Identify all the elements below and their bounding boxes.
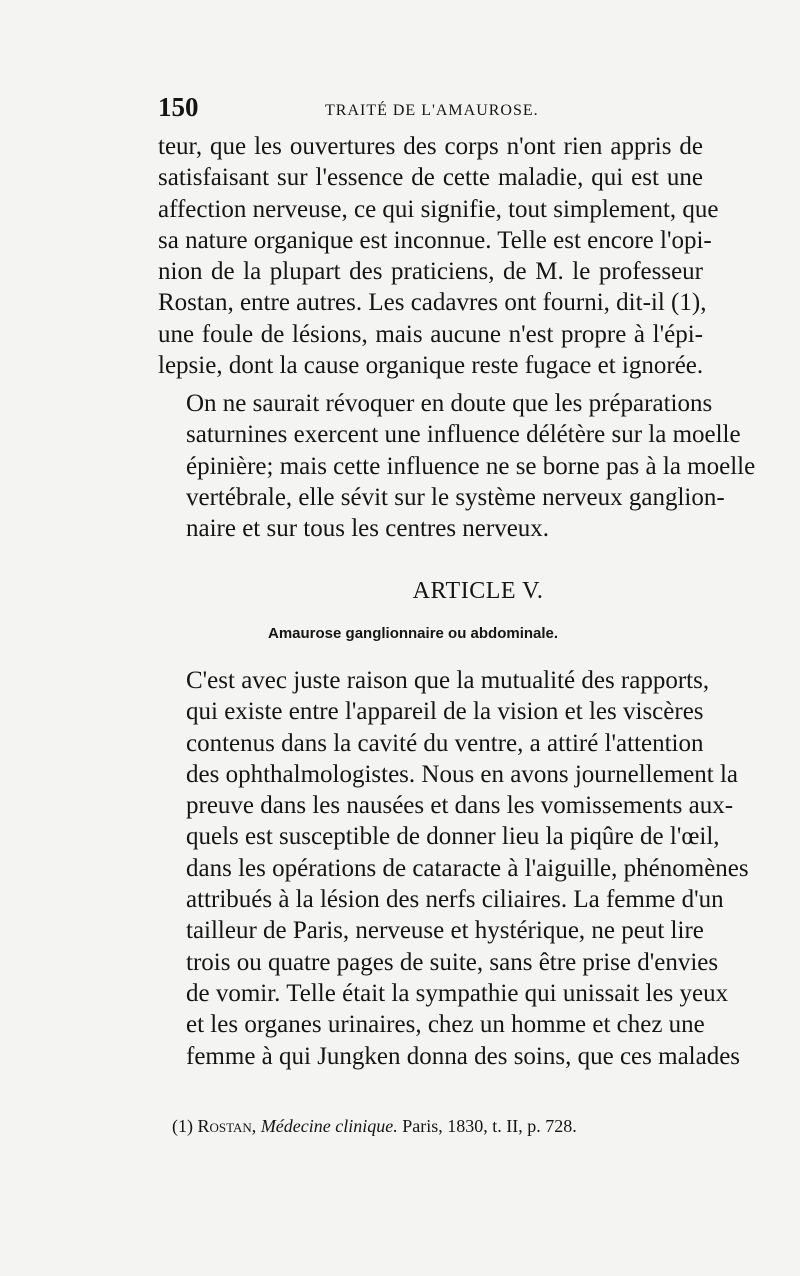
footnote-marker: (1) xyxy=(172,1116,193,1136)
text-line: des ophthalmologistes. Nous en avons journellement la xyxy=(186,760,738,788)
text-line: affection nerveuse, ce qui signifie, tout simplement, que xyxy=(158,195,719,223)
text-line: tailleur de Paris, nerveuse et hystérique, ne peut lire xyxy=(186,917,704,945)
text-line: et les organes urinaires, chez un homme et chez une xyxy=(186,1011,705,1039)
footnote-details: Paris, 1830, t. II, p. 728. xyxy=(402,1116,577,1136)
text-line: naire et sur tous les centres nerveux. xyxy=(186,515,550,543)
text-line: attribués à la lésion des nerfs ciliaires. La femme d'un xyxy=(186,886,724,914)
running-head: TRAITÉ DE L'AMAUROSE. xyxy=(325,102,539,119)
text-line: satisfaisant sur l'essence de cette maladie, qui est une xyxy=(158,164,703,192)
text-line: nion de la plupart des praticiens, de M. le professeur xyxy=(158,258,703,286)
text-line: saturnines exercent une influence délétère sur la moelle xyxy=(186,421,741,449)
text-line: quels est susceptible de donner lieu la piqûre de l'œil, xyxy=(186,823,720,851)
text-line: une foule de lésions, mais aucune n'est propre à l'épi- xyxy=(158,320,703,348)
text-line: C'est avec juste raison que la mutualité des rapports, xyxy=(186,667,710,694)
text-line: sa nature organique est inconnue. Telle est encore l'opi- xyxy=(158,226,712,254)
text-line: On ne saurait révoquer en doute que les préparations xyxy=(186,390,713,417)
paragraph-1 xyxy=(158,131,719,381)
article-subtitle: Amaurose ganglionnaire ou abdominale. xyxy=(268,625,559,642)
text-line: trois ou quatre pages de suite, sans être prise d'envies xyxy=(186,948,719,976)
text-line: teur, que les ouvertures des corps n'ont rien appris de xyxy=(158,133,703,160)
page-header xyxy=(158,92,706,126)
footnote-work: Médecine clinique. xyxy=(260,1116,398,1136)
text-line: de vomir. Telle était la sympathie qui unissait les yeux xyxy=(186,979,729,1007)
text-line: Rostan, entre autres. Les cadavres ont fourni, dit-il (1), xyxy=(158,289,707,317)
paragraph-3 xyxy=(158,665,749,1072)
text-line: épinière; mais cette influence ne se borne pas à la moelle xyxy=(186,452,756,480)
text-line: qui existe entre l'appareil de la vision et les viscères xyxy=(186,698,704,726)
text-line: dans les opérations de cataracte à l'aiguille, phénomènes xyxy=(186,854,749,882)
paragraph-2 xyxy=(158,388,756,544)
text-line: contenus dans la cavité du ventre, a attiré l'attention xyxy=(186,729,704,757)
text-line: femme à qui Jungken donna des soins, que ces malades xyxy=(186,1042,741,1070)
footnote xyxy=(172,1116,577,1137)
text-line: preuve dans les nausées et dans les vomissements aux- xyxy=(186,792,734,820)
text-line: vertébrale, elle sévit sur le système nerveux ganglion- xyxy=(186,483,725,511)
text-line: lepsie, dont la cause organique reste fugace et ignorée. xyxy=(158,352,704,380)
article-title: ARTICLE V. xyxy=(412,578,544,604)
footnote-author: Rostan, xyxy=(197,1116,257,1136)
page-number: 150 xyxy=(158,92,199,122)
